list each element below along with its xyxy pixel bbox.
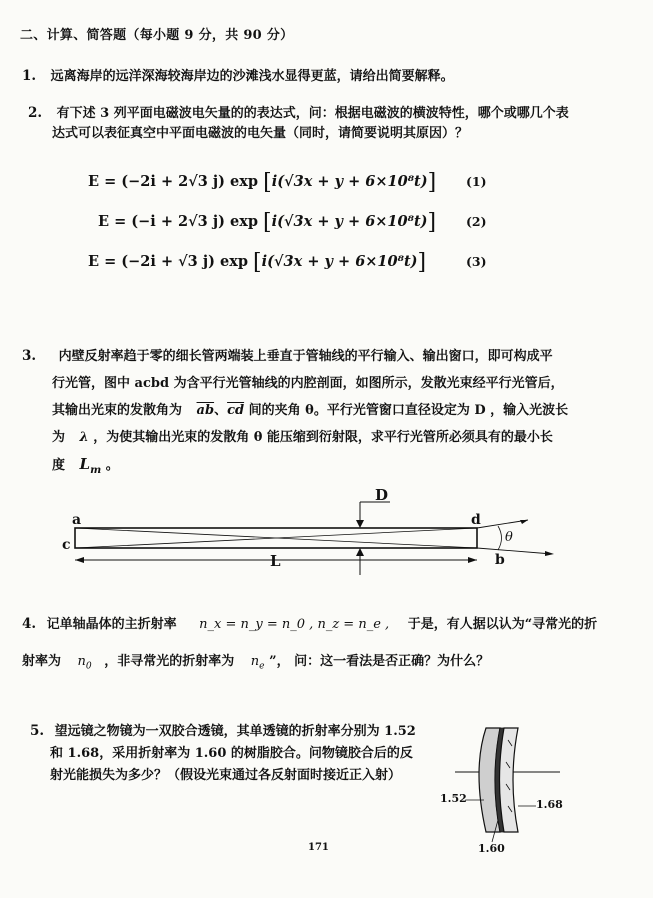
equation-coef: E = (−2i + 2√3 j) exp: [88, 173, 259, 190]
lens-label-168: 1.68: [536, 798, 563, 811]
page-number: 171: [308, 842, 329, 853]
vector-ab: $\overline{ab}$: [196, 403, 215, 418]
label-theta: θ: [505, 530, 513, 545]
equation-exponent: i(√3x + y + 6×10⁸t): [271, 213, 428, 230]
question-number: 3.: [22, 348, 37, 364]
equation-label: (1): [466, 174, 487, 189]
question-2: [28, 103, 628, 144]
question-text-line: 度: [52, 458, 66, 473]
separator: 、: [214, 403, 228, 418]
question-text-line: 于是，有人据以认为“寻常光的折: [407, 617, 598, 632]
label-b: b: [495, 552, 505, 568]
equation-coef: E = (−2i + √3 j) exp: [88, 253, 248, 270]
question-text-line: 。: [105, 458, 119, 473]
question-text-line: 和 1.68，采用折射率为 1.60 的树脂胶合。问物镜胶合后的反: [50, 746, 413, 761]
equation-coef: E = (−i + 2√3 j) exp: [98, 213, 258, 230]
label-d: d: [471, 512, 481, 528]
question-text-line: 间的夹角 θ。平行光管窗口直径设定为 D ，输入光波长: [248, 403, 569, 418]
question-text-line: 内壁反射率趋于零的细长管两端装上垂直于管轴线的平行输入、输出窗口，即可构成平: [58, 349, 553, 364]
section-title: 二、计算、简答题（每小题 9 分，共 90 分）: [20, 28, 294, 43]
doublet-lens-diagram: [440, 720, 580, 860]
question-text-line: 有下述 3 列平面电磁波电矢量的的表达式，问：根据电磁波的横波特性，哪个或哪几个表: [56, 106, 569, 121]
label-L: L: [270, 552, 281, 570]
label-a: a: [72, 512, 82, 528]
question-number: 1.: [22, 68, 37, 84]
question-4: [22, 614, 632, 635]
equation-2: E = (−i + 2√3 j) exp [i(√3x + y + 6×10⁸t)]: [98, 210, 437, 235]
label-c: c: [62, 537, 71, 553]
collimator-figure: [60, 486, 580, 580]
question-text: 远离海岸的远洋深海较海岸边的沙滩浅水显得更蓝，请给出简要解释。: [50, 69, 454, 84]
Lm-symbol: $L_m$: [79, 455, 102, 476]
equation-label: (2): [466, 214, 487, 229]
ne-symbol: $n_e$: [250, 654, 265, 672]
equation-1: E = (−2i + 2√3 j) exp [i(√3x + y + 6×10⁸t)]: [88, 170, 437, 195]
lens-label-160: 1.60: [478, 842, 505, 855]
question-text-line: 射光能损失为多少？（假设光束通过各反射面时接近正入射）: [50, 768, 402, 783]
question-text-line: 其输出光束的发散角为: [52, 403, 183, 418]
question-5: [30, 720, 440, 787]
equation-3: E = (−2i + √3 j) exp [i(√3x + y + 6×10⁸t)]: [88, 250, 427, 275]
question-text-line: 达式可以表征真空中平面电磁波的电矢量（同时，请简要说明其原因）？: [52, 126, 469, 141]
vector-cd: $\overline{cd}$: [227, 403, 245, 418]
n0-symbol: $n_0$: [77, 654, 92, 672]
question-4-cont: [22, 652, 632, 677]
question-number: 4.: [22, 616, 37, 632]
question-1: [22, 66, 454, 87]
equation-exponent: i(√3x + y + 6×10⁸t): [261, 253, 418, 270]
lens-figure: [440, 720, 580, 860]
question-text-line: ，为使其输出光束的发散角 θ 能压缩到衍射限，求平行光管所必须具有的最小长: [93, 430, 553, 445]
question-text-line: ，非寻常光的折射率为: [104, 654, 235, 669]
question-text-line: 望远镜之物镜为一双胶合透镜，其单透镜的折射率分别为 1.52: [54, 724, 416, 739]
question-3: [22, 343, 632, 484]
lambda-symbol: λ: [79, 430, 89, 445]
question-text-line: 射率为: [22, 654, 62, 669]
lens-label-152: 1.52: [440, 792, 467, 805]
equation-exponent: i(√3x + y + 6×10⁸t): [271, 173, 428, 190]
equation-label: (3): [466, 254, 487, 269]
index-formula: n_x = n_y = n_0 , n_z = n_e ,: [199, 617, 390, 632]
question-text-line: ”， 问：这一看法是否正确？为什么？: [269, 654, 490, 669]
label-D: D: [375, 486, 389, 504]
question-number: 2.: [28, 105, 43, 121]
question-text-line: 为: [52, 430, 66, 445]
question-text-line: 记单轴晶体的主折射率: [46, 617, 177, 632]
question-text-line: 行光管，图中 acbd 为含平行光管轴线的内腔剖面，如图所示，发散光束经平行光管后，: [52, 376, 564, 391]
question-number: 5.: [30, 723, 45, 739]
